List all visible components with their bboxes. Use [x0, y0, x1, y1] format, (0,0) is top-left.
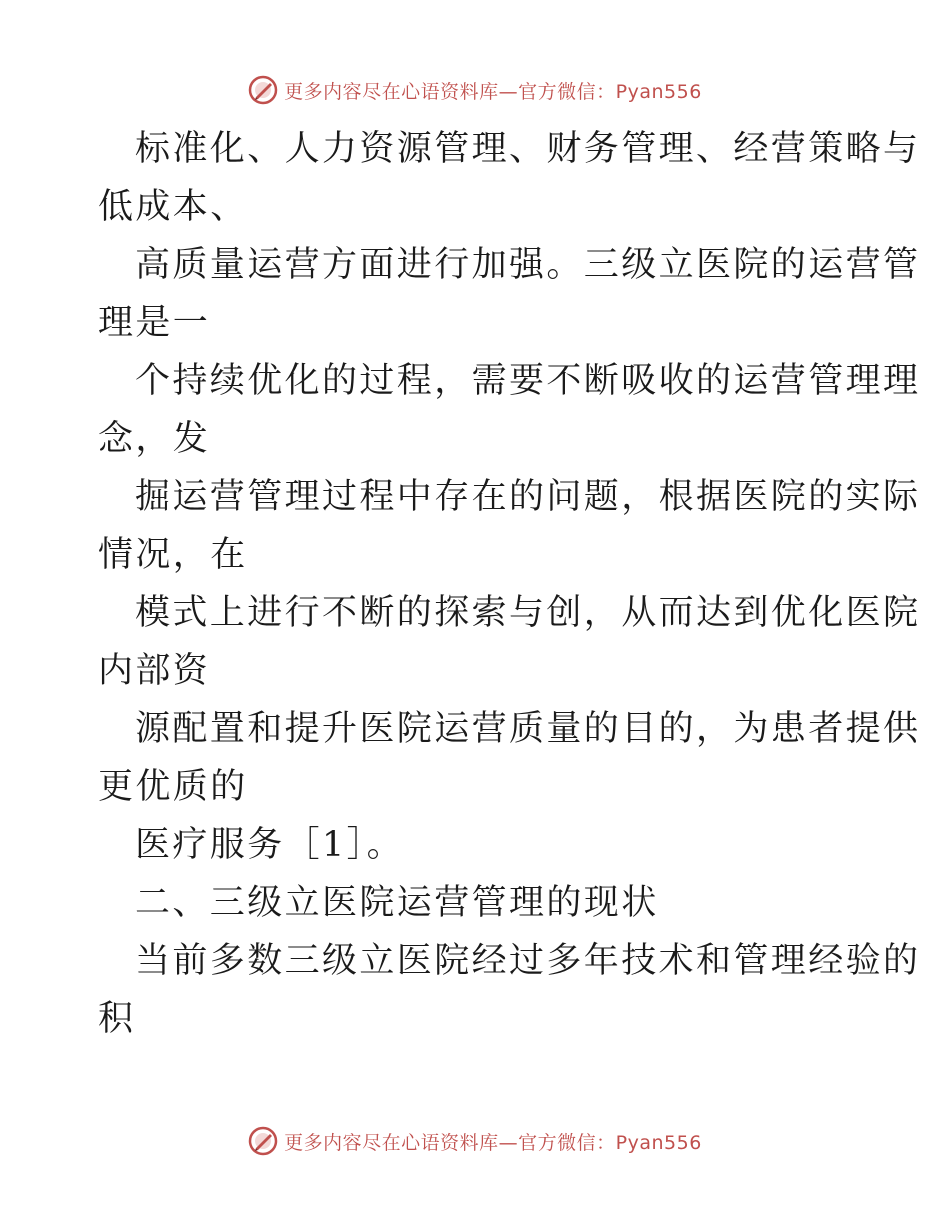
text-line: 高质量运营方面进行加强。三级立医院的运营管	[135, 245, 921, 285]
footer-watermark	[0, 1121, 950, 1161]
pen-logo-icon	[248, 1126, 278, 1156]
watermark-text: 更多内容尽在心语资料库—官方微信：Pyan556	[284, 80, 702, 103]
watermark-text: 更多内容尽在心语资料库—官方微信：Pyan556	[284, 1131, 702, 1154]
text-line: 源配置和提升医院运营质量的目的，为患者提供	[135, 709, 921, 749]
text-line: 理是一	[98, 303, 211, 343]
pen-logo-icon	[248, 75, 278, 105]
text-line: 当前多数三级立医院经过多年技术和管理经验的	[135, 941, 921, 981]
text-line: 积	[98, 999, 136, 1039]
text-line: 念，发	[98, 419, 211, 459]
text-line: 模式上进行不断的探索与创，从而达到优化医院	[135, 593, 921, 633]
header-watermark	[0, 70, 950, 110]
text-line: 更优质的	[98, 767, 248, 807]
document-body	[98, 120, 921, 1048]
text-line: 掘运营管理过程中存在的问题，根据医院的实际	[135, 477, 921, 517]
text-line: 内部资	[98, 651, 211, 691]
text-line: 个持续优化的过程，需要不断吸收的运营管理理	[135, 361, 921, 401]
text-line: 低成本、	[98, 187, 248, 227]
text-line: 标准化、人力资源管理、财务管理、经营策略与	[135, 129, 921, 169]
text-line: 医疗服务［1］。	[135, 825, 404, 865]
text-line: 情况，在	[98, 535, 248, 575]
section-heading: 二、三级立医院运营管理的现状	[135, 883, 659, 923]
